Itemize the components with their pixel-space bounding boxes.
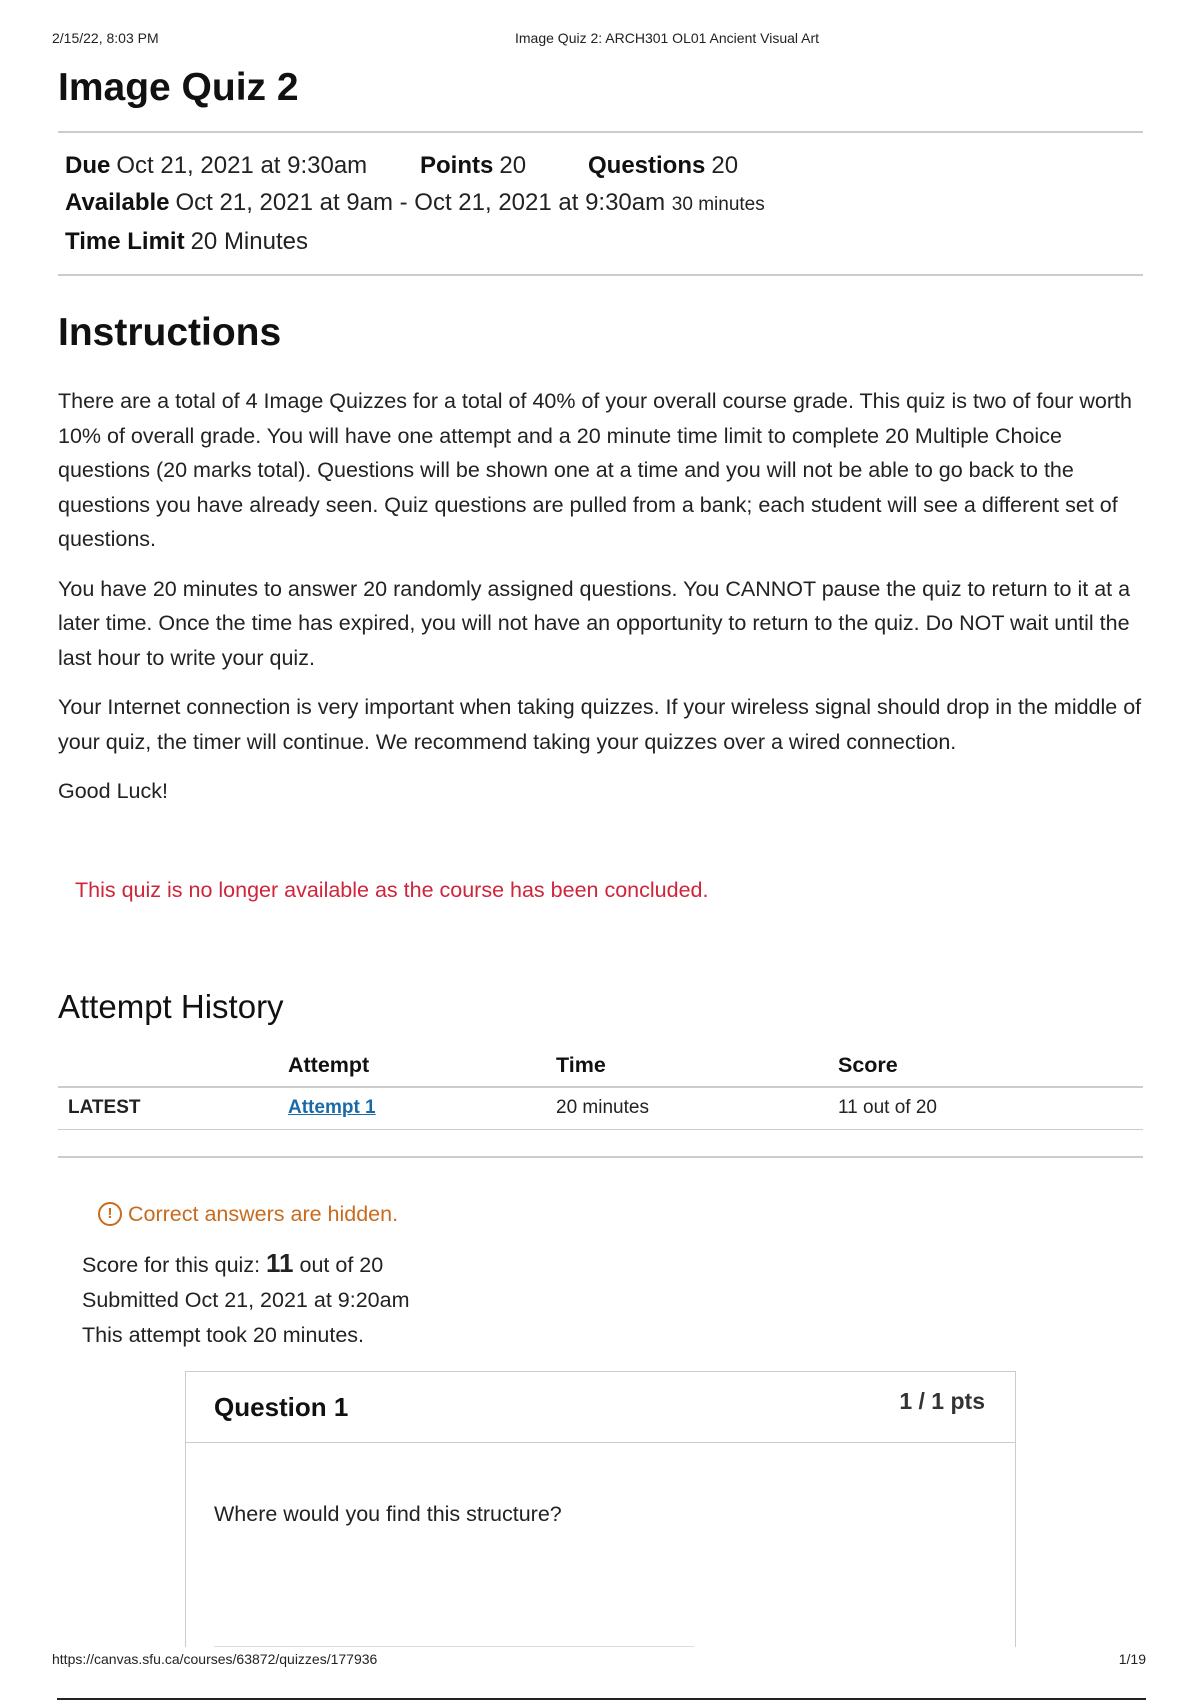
- due-label: Due: [65, 152, 111, 179]
- questions-field: [588, 147, 738, 184]
- quiz-details: [58, 133, 1143, 274]
- print-doc-title: Image Quiz 2: ARCH301 OL01 Ancient Visual Art: [515, 30, 820, 46]
- table-header-row: [58, 1047, 1143, 1087]
- details-row-due: [65, 147, 1143, 184]
- score-summary: [82, 1246, 1143, 1353]
- print-date: 2/15/22, 8:03 PM: [52, 30, 159, 46]
- question-points: 1 / 1 pts: [899, 1387, 985, 1414]
- column-header: [58, 1047, 288, 1087]
- duration-line: This attempt took 20 minutes.: [82, 1322, 365, 1347]
- questions-label: Questions: [588, 152, 706, 179]
- page-title: Image Quiz 2: [58, 66, 299, 109]
- answers-hidden-note: [98, 1200, 1143, 1228]
- column-header: Score: [838, 1047, 1143, 1087]
- due-value: Oct 21, 2021 at 9:30am: [116, 152, 368, 179]
- attempt-cell: [288, 1087, 556, 1130]
- details-row-available: [65, 184, 1143, 223]
- details-row-time-limit: [65, 223, 1143, 260]
- attempt-score: 11 out of 20: [838, 1087, 1143, 1130]
- questions-value: 20: [711, 152, 739, 179]
- question-header: [186, 1372, 1015, 1443]
- attempt-time: 20 minutes: [556, 1087, 838, 1130]
- available-value: Oct 21, 2021 at 9am - Oct 21, 2021 at 9:30am: [175, 189, 666, 216]
- instructions-paragraph: Good Luck!: [58, 779, 168, 803]
- submitted-line: Submitted Oct 21, 2021 at 9:20am: [82, 1287, 410, 1312]
- print-header: [52, 30, 1146, 48]
- score-suffix: out of 20: [293, 1252, 384, 1277]
- attempt-1-link[interactable]: Attempt 1: [288, 1096, 376, 1118]
- available-label: Available: [65, 189, 170, 216]
- print-footer: [52, 1651, 1146, 1669]
- print-url: https://canvas.sfu.ca/courses/63872/quizzes/177936: [52, 1651, 378, 1667]
- divider: [58, 1156, 1143, 1158]
- time-limit-label: Time Limit: [65, 228, 185, 255]
- time-limit-value: 20 Minutes: [190, 228, 308, 255]
- table-row: [58, 1087, 1143, 1130]
- quiz-content: [58, 60, 1143, 1647]
- score-value: 11: [266, 1247, 294, 1278]
- attempt-latest-label: LATEST: [58, 1087, 288, 1130]
- question-title: Question 1: [214, 1391, 349, 1422]
- exclamation-circle-icon: !: [98, 1202, 122, 1226]
- attempt-history-table: [58, 1047, 1143, 1130]
- due-field: [65, 147, 420, 184]
- column-header: Attempt: [288, 1047, 556, 1087]
- question-text: Where would you find this structure?: [214, 1501, 562, 1526]
- divider: [58, 274, 1143, 276]
- question-card: [185, 1371, 1016, 1647]
- column-header: Time: [556, 1047, 838, 1087]
- instructions-paragraph: There are a total of 4 Image Quizzes for a total of 40% of your overall course grade. This quiz is two of four worth 10% of overall grade. You will have one attempt and a 20 minute time limit to complete 20 Multiple Choice questions (20 marks total). Questions will be shown one at a time and you will not be able to go back to the questions you have already seen. Quiz questions are pulled from a bank; each student will see a different set of questions.: [58, 389, 1132, 551]
- available-duration: 30 minutes: [671, 194, 765, 215]
- instructions-heading: Instructions: [58, 311, 282, 354]
- points-field: [420, 147, 588, 184]
- attempt-history-heading: Attempt History: [58, 987, 284, 1025]
- quiz-score-line: [82, 1246, 1143, 1283]
- instructions-paragraph: Your Internet connection is very important when taking quizzes. If your wireless signal should drop in the middle of your quiz, the timer will continue. We recommend taking your quizzes over a wired connection.: [58, 695, 1142, 754]
- instructions-paragraph: You have 20 minutes to answer 20 randomly assigned questions. You CANNOT pause the quiz to return to it at a later time. Once the time has expired, you will not have an opportunity to return to the quiz. Do NOT wait until the last hour to write your quiz.: [58, 576, 1131, 670]
- points-value: 20: [499, 152, 527, 179]
- score-prefix: Score for this quiz:: [82, 1252, 267, 1277]
- page-number: 1/19: [1118, 1651, 1146, 1667]
- course-concluded-notice: This quiz is no longer available as the course has been concluded.: [75, 877, 709, 902]
- question-image-edge: [214, 1646, 694, 1647]
- answers-hidden-text: Correct answers are hidden.: [128, 1201, 399, 1226]
- points-label: Points: [420, 152, 494, 179]
